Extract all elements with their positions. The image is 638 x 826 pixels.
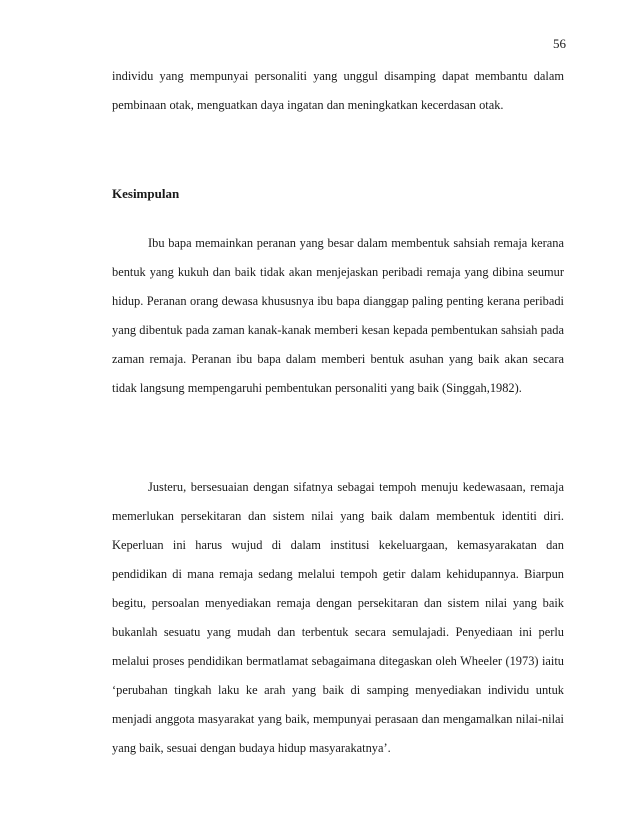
intro-paragraph-block (112, 62, 564, 120)
body-paragraph-2: Justeru, bersesuaian dengan sifatnya sebagai tempoh menuju kedewasaan, remaja memerlukan persekitaran dan sistem nilai yang baik dalam membentuk identiti diri. Keperluan ini harus wujud di dalam institusi kekeluargaan, kemasyarakatan dan pendidikan di mana remaja sedang melalui tempoh getir dalam kehidupannya. Biarpun begitu, persoalan menyediakan remaja dengan persekitaran dan sistem nilai yang baik bukanlah sesuatu yang mudah dan terbentuk secara semulajadi. Penyediaan ini perlu melalui proses pendidikan bermatlamat sebagaimana ditegaskan oleh Wheeler (1973) iaitu ‘perubahan tingkah laku ke arah yang baik di samping menyediakan individu untuk menjadi anggota masyarakat yang baik, mempunyai perasaan dan mengamalkan nilai-nilai yang baik, sesuai dengan budaya hidup masyarakatnya’. (112, 480, 564, 755)
intro-paragraph: individu yang mempunyai personaliti yang unggul disamping dapat membantu dalam pembinaan otak, menguatkan daya ingatan dan meningkatkan kecerdasan otak. (112, 69, 564, 112)
body-paragraph-1: Ibu bapa memainkan peranan yang besar dalam membentuk sahsiah remaja kerana bentuk yang kukuh dan baik tidak akan menjejaskan peribadi remaja yang dibina seumur hidup. Peranan orang dewasa khususnya ibu bapa dianggap paling penting kerana peribadi yang dibentuk pada zaman kanak-kanak memberi kesan kepada pembentukan sahsiah pada zaman remaja. Peranan ibu bapa dalam memberi bentuk asuhan yang baik akan secara tidak langsung mempengaruhi pembentukan personaliti yang baik (Singgah,1982). (112, 236, 564, 395)
section-heading: Kesimpulan (112, 186, 180, 201)
body-paragraph-block-1 (112, 229, 564, 403)
page-number: 56 (553, 36, 566, 51)
body-paragraph-block-2 (112, 473, 564, 763)
